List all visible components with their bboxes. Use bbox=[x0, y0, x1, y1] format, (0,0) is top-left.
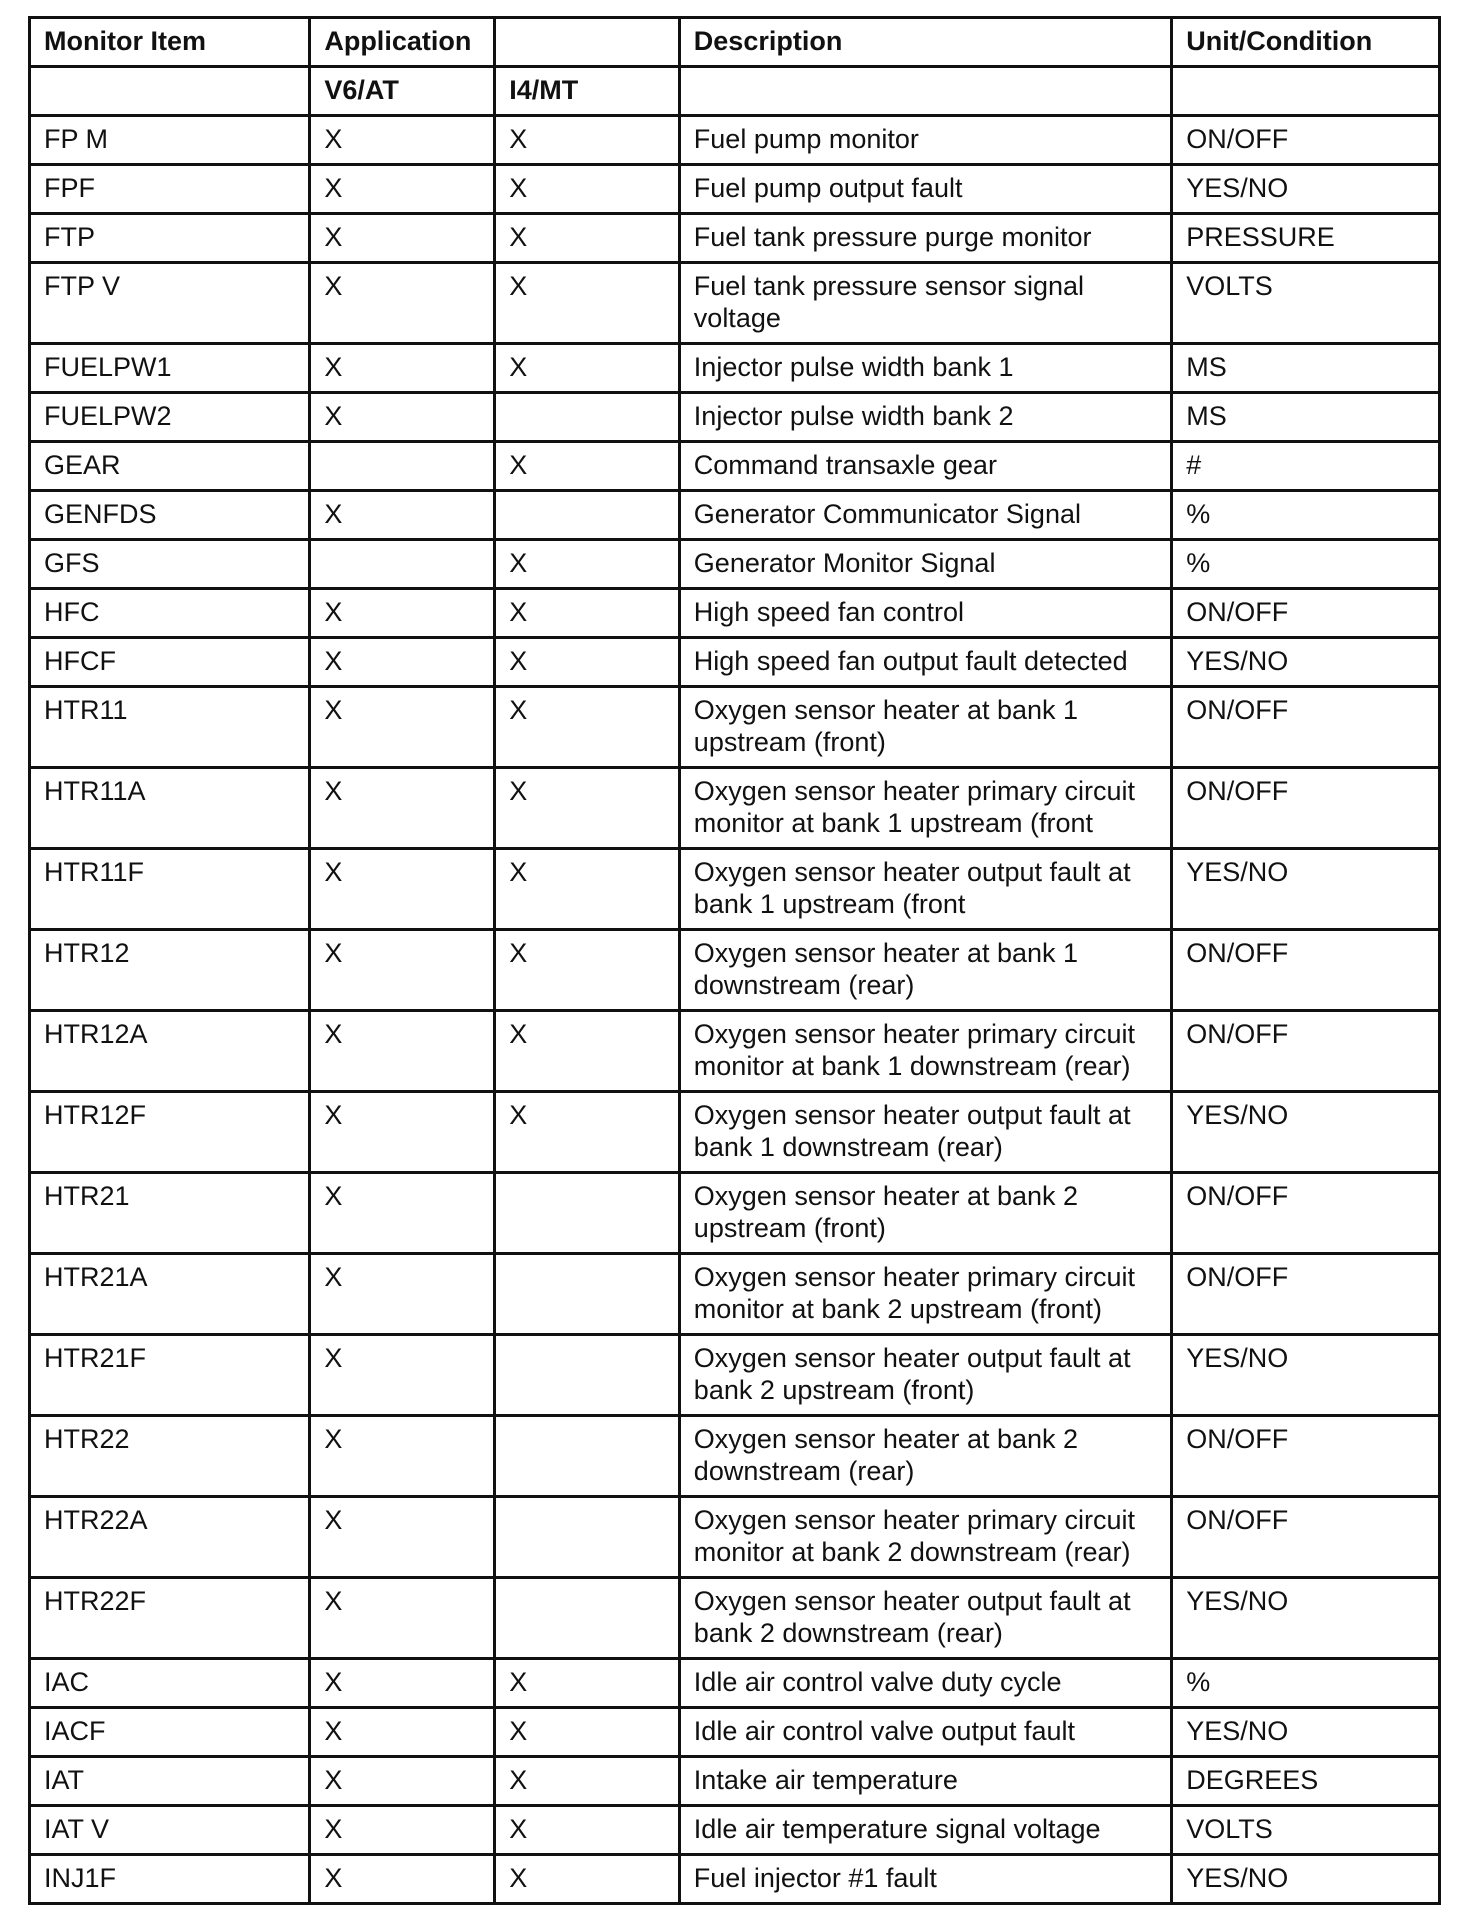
unit-condition-cell: YES/NO bbox=[1172, 165, 1440, 214]
monitor-item-cell: IAT V bbox=[30, 1806, 310, 1855]
monitor-item-cell: HFC bbox=[30, 589, 310, 638]
description-cell: Oxygen sensor heater at bank 2 upstream (front) bbox=[679, 1173, 1171, 1254]
monitor-item-cell: HTR21F bbox=[30, 1335, 310, 1416]
header-application-blank bbox=[495, 18, 680, 67]
v6at-cell: X bbox=[310, 1416, 495, 1497]
i4mt-cell: X bbox=[495, 768, 680, 849]
v6at-cell: X bbox=[310, 1497, 495, 1578]
description-cell: Oxygen sensor heater primary circuit monitor at bank 2 upstream (front) bbox=[679, 1254, 1171, 1335]
monitor-item-cell: FUELPW1 bbox=[30, 344, 310, 393]
v6at-cell bbox=[310, 442, 495, 491]
description-cell: Oxygen sensor heater output fault at bank 1 upstream (front bbox=[679, 849, 1171, 930]
table-row bbox=[30, 263, 1440, 344]
subheader-empty bbox=[679, 67, 1171, 116]
v6at-cell: X bbox=[310, 1173, 495, 1254]
unit-condition-cell: ON/OFF bbox=[1172, 1254, 1440, 1335]
monitor-items-table bbox=[28, 16, 1441, 1905]
v6at-cell: X bbox=[310, 1092, 495, 1173]
i4mt-cell bbox=[495, 1173, 680, 1254]
v6at-cell: X bbox=[310, 1335, 495, 1416]
header-application: Application bbox=[310, 18, 495, 67]
monitor-item-cell: HTR11A bbox=[30, 768, 310, 849]
table-row bbox=[30, 638, 1440, 687]
description-cell: Oxygen sensor heater primary circuit monitor at bank 1 downstream (rear) bbox=[679, 1011, 1171, 1092]
table-subheader-row bbox=[30, 67, 1440, 116]
table-row bbox=[30, 849, 1440, 930]
v6at-cell: X bbox=[310, 1578, 495, 1659]
monitor-item-cell: FP M bbox=[30, 116, 310, 165]
i4mt-cell: X bbox=[495, 214, 680, 263]
i4mt-cell: X bbox=[495, 442, 680, 491]
table-row bbox=[30, 344, 1440, 393]
v6at-cell: X bbox=[310, 849, 495, 930]
monitor-item-cell: HTR21 bbox=[30, 1173, 310, 1254]
unit-condition-cell: VOLTS bbox=[1172, 263, 1440, 344]
unit-condition-cell: ON/OFF bbox=[1172, 1173, 1440, 1254]
unit-condition-cell: YES/NO bbox=[1172, 1578, 1440, 1659]
i4mt-cell bbox=[495, 1335, 680, 1416]
table-row bbox=[30, 491, 1440, 540]
i4mt-cell: X bbox=[495, 344, 680, 393]
table-row bbox=[30, 1011, 1440, 1092]
subheader-v6at: V6/AT bbox=[310, 67, 495, 116]
table-row bbox=[30, 214, 1440, 263]
table-row bbox=[30, 1855, 1440, 1904]
unit-condition-cell: ON/OFF bbox=[1172, 1416, 1440, 1497]
unit-condition-cell: YES/NO bbox=[1172, 1092, 1440, 1173]
unit-condition-cell: ON/OFF bbox=[1172, 1497, 1440, 1578]
description-cell: Command transaxle gear bbox=[679, 442, 1171, 491]
unit-condition-cell: DEGREES bbox=[1172, 1757, 1440, 1806]
monitor-item-cell: FTP bbox=[30, 214, 310, 263]
table-row bbox=[30, 1173, 1440, 1254]
unit-condition-cell: ON/OFF bbox=[1172, 768, 1440, 849]
v6at-cell: X bbox=[310, 116, 495, 165]
description-cell: Idle air temperature signal voltage bbox=[679, 1806, 1171, 1855]
description-cell: Intake air temperature bbox=[679, 1757, 1171, 1806]
i4mt-cell bbox=[495, 491, 680, 540]
table-row bbox=[30, 589, 1440, 638]
v6at-cell: X bbox=[310, 1757, 495, 1806]
description-cell: Idle air control valve output fault bbox=[679, 1708, 1171, 1757]
table-row bbox=[30, 1416, 1440, 1497]
monitor-item-cell: GENFDS bbox=[30, 491, 310, 540]
subheader-i4mt: I4/MT bbox=[495, 67, 680, 116]
table-row bbox=[30, 1578, 1440, 1659]
header-description: Description bbox=[679, 18, 1171, 67]
i4mt-cell: X bbox=[495, 263, 680, 344]
i4mt-cell bbox=[495, 1416, 680, 1497]
i4mt-cell: X bbox=[495, 589, 680, 638]
description-cell: Oxygen sensor heater at bank 1 downstream (rear) bbox=[679, 930, 1171, 1011]
unit-condition-cell: ON/OFF bbox=[1172, 116, 1440, 165]
v6at-cell: X bbox=[310, 638, 495, 687]
v6at-cell: X bbox=[310, 491, 495, 540]
table-row bbox=[30, 930, 1440, 1011]
description-cell: Generator Communicator Signal bbox=[679, 491, 1171, 540]
v6at-cell: X bbox=[310, 1708, 495, 1757]
description-cell: Oxygen sensor heater at bank 1 upstream (front) bbox=[679, 687, 1171, 768]
monitor-item-cell: GFS bbox=[30, 540, 310, 589]
description-cell: Oxygen sensor heater at bank 2 downstream (rear) bbox=[679, 1416, 1171, 1497]
table-body bbox=[30, 116, 1440, 1904]
v6at-cell: X bbox=[310, 687, 495, 768]
description-cell: High speed fan control bbox=[679, 589, 1171, 638]
monitor-item-cell: HTR12 bbox=[30, 930, 310, 1011]
description-cell: Fuel tank pressure sensor signal voltage bbox=[679, 263, 1171, 344]
subheader-empty bbox=[30, 67, 310, 116]
unit-condition-cell: % bbox=[1172, 1659, 1440, 1708]
unit-condition-cell: VOLTS bbox=[1172, 1806, 1440, 1855]
i4mt-cell: X bbox=[495, 165, 680, 214]
table-row bbox=[30, 442, 1440, 491]
i4mt-cell: X bbox=[495, 116, 680, 165]
unit-condition-cell: YES/NO bbox=[1172, 1335, 1440, 1416]
description-cell: Generator Monitor Signal bbox=[679, 540, 1171, 589]
table-row bbox=[30, 165, 1440, 214]
i4mt-cell: X bbox=[495, 1092, 680, 1173]
monitor-item-cell: IAC bbox=[30, 1659, 310, 1708]
v6at-cell: X bbox=[310, 1806, 495, 1855]
unit-condition-cell: PRESSURE bbox=[1172, 214, 1440, 263]
description-cell: Fuel pump output fault bbox=[679, 165, 1171, 214]
monitor-item-cell: HTR21A bbox=[30, 1254, 310, 1335]
monitor-item-cell: GEAR bbox=[30, 442, 310, 491]
monitor-item-cell: HTR12A bbox=[30, 1011, 310, 1092]
table-row bbox=[30, 540, 1440, 589]
monitor-item-cell: IAT bbox=[30, 1757, 310, 1806]
unit-condition-cell: YES/NO bbox=[1172, 849, 1440, 930]
description-cell: Oxygen sensor heater output fault at bank 2 downstream (rear) bbox=[679, 1578, 1171, 1659]
unit-condition-cell: ON/OFF bbox=[1172, 687, 1440, 768]
table-row bbox=[30, 687, 1440, 768]
i4mt-cell: X bbox=[495, 1708, 680, 1757]
i4mt-cell bbox=[495, 1578, 680, 1659]
table-row bbox=[30, 768, 1440, 849]
unit-condition-cell: MS bbox=[1172, 344, 1440, 393]
i4mt-cell: X bbox=[495, 930, 680, 1011]
v6at-cell: X bbox=[310, 1855, 495, 1904]
description-cell: Fuel pump monitor bbox=[679, 116, 1171, 165]
monitor-item-cell: HFCF bbox=[30, 638, 310, 687]
i4mt-cell bbox=[495, 393, 680, 442]
monitor-item-cell: FPF bbox=[30, 165, 310, 214]
description-cell: Fuel tank pressure purge monitor bbox=[679, 214, 1171, 263]
description-cell: High speed fan output fault detected bbox=[679, 638, 1171, 687]
table-row bbox=[30, 1659, 1440, 1708]
subheader-empty bbox=[1172, 67, 1440, 116]
monitor-item-cell: HTR22 bbox=[30, 1416, 310, 1497]
table-row bbox=[30, 1708, 1440, 1757]
v6at-cell: X bbox=[310, 930, 495, 1011]
description-cell: Oxygen sensor heater primary circuit monitor at bank 2 downstream (rear) bbox=[679, 1497, 1171, 1578]
header-monitor-item: Monitor Item bbox=[30, 18, 310, 67]
v6at-cell: X bbox=[310, 393, 495, 442]
unit-condition-cell: ON/OFF bbox=[1172, 589, 1440, 638]
monitor-item-cell: HTR22A bbox=[30, 1497, 310, 1578]
i4mt-cell: X bbox=[495, 540, 680, 589]
i4mt-cell: X bbox=[495, 1011, 680, 1092]
i4mt-cell: X bbox=[495, 1855, 680, 1904]
monitor-item-cell: HTR22F bbox=[30, 1578, 310, 1659]
table-row bbox=[30, 1757, 1440, 1806]
monitor-item-cell: FUELPW2 bbox=[30, 393, 310, 442]
table-row bbox=[30, 393, 1440, 442]
v6at-cell: X bbox=[310, 263, 495, 344]
i4mt-cell: X bbox=[495, 849, 680, 930]
description-cell: Oxygen sensor heater output fault at bank 2 upstream (front) bbox=[679, 1335, 1171, 1416]
table-header-row bbox=[30, 18, 1440, 67]
v6at-cell bbox=[310, 540, 495, 589]
monitor-item-cell: HTR11 bbox=[30, 687, 310, 768]
unit-condition-cell: ON/OFF bbox=[1172, 930, 1440, 1011]
description-cell: Oxygen sensor heater output fault at bank 1 downstream (rear) bbox=[679, 1092, 1171, 1173]
monitor-item-cell: FTP V bbox=[30, 263, 310, 344]
table-row bbox=[30, 1497, 1440, 1578]
unit-condition-cell: % bbox=[1172, 491, 1440, 540]
unit-condition-cell: # bbox=[1172, 442, 1440, 491]
i4mt-cell bbox=[495, 1254, 680, 1335]
i4mt-cell bbox=[495, 1497, 680, 1578]
unit-condition-cell: % bbox=[1172, 540, 1440, 589]
unit-condition-cell: YES/NO bbox=[1172, 1708, 1440, 1757]
i4mt-cell: X bbox=[495, 1806, 680, 1855]
table-row bbox=[30, 1092, 1440, 1173]
unit-condition-cell: YES/NO bbox=[1172, 638, 1440, 687]
table-row bbox=[30, 1806, 1440, 1855]
i4mt-cell: X bbox=[495, 1659, 680, 1708]
description-cell: Injector pulse width bank 2 bbox=[679, 393, 1171, 442]
i4mt-cell: X bbox=[495, 687, 680, 768]
monitor-item-cell: INJ1F bbox=[30, 1855, 310, 1904]
monitor-item-cell: IACF bbox=[30, 1708, 310, 1757]
description-cell: Oxygen sensor heater primary circuit monitor at bank 1 upstream (front bbox=[679, 768, 1171, 849]
table-row bbox=[30, 116, 1440, 165]
description-cell: Injector pulse width bank 1 bbox=[679, 344, 1171, 393]
description-cell: Fuel injector #1 fault bbox=[679, 1855, 1171, 1904]
v6at-cell: X bbox=[310, 165, 495, 214]
unit-condition-cell: YES/NO bbox=[1172, 1855, 1440, 1904]
unit-condition-cell: MS bbox=[1172, 393, 1440, 442]
v6at-cell: X bbox=[310, 1659, 495, 1708]
v6at-cell: X bbox=[310, 1254, 495, 1335]
i4mt-cell: X bbox=[495, 638, 680, 687]
description-cell: Idle air control valve duty cycle bbox=[679, 1659, 1171, 1708]
v6at-cell: X bbox=[310, 589, 495, 638]
unit-condition-cell: ON/OFF bbox=[1172, 1011, 1440, 1092]
table-row bbox=[30, 1335, 1440, 1416]
v6at-cell: X bbox=[310, 214, 495, 263]
i4mt-cell: X bbox=[495, 1757, 680, 1806]
monitor-item-cell: HTR12F bbox=[30, 1092, 310, 1173]
table-row bbox=[30, 1254, 1440, 1335]
v6at-cell: X bbox=[310, 768, 495, 849]
v6at-cell: X bbox=[310, 344, 495, 393]
v6at-cell: X bbox=[310, 1011, 495, 1092]
monitor-item-cell: HTR11F bbox=[30, 849, 310, 930]
header-unit-condition: Unit/Condition bbox=[1172, 18, 1440, 67]
